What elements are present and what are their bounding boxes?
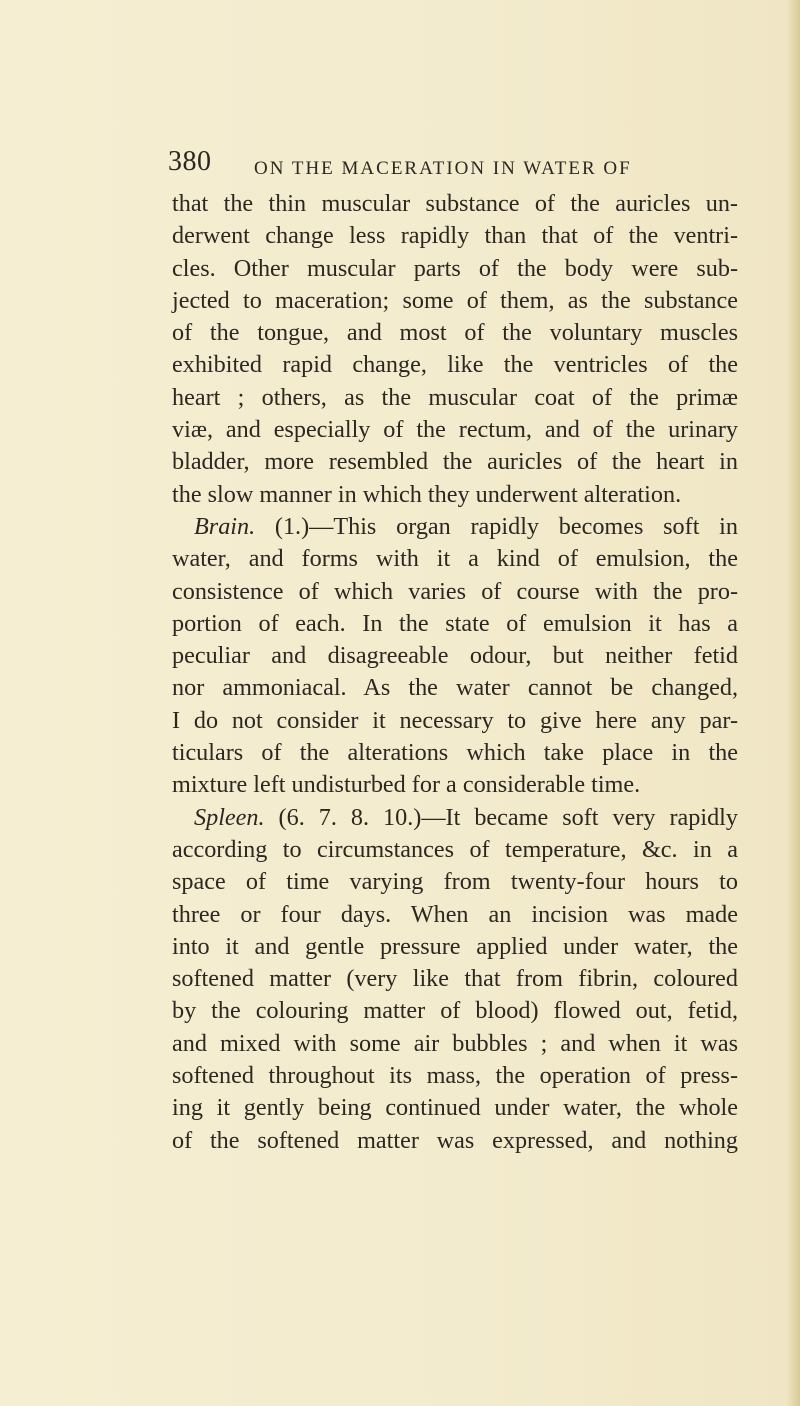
page-number: 380 <box>168 146 212 177</box>
spleen-heading: Spleen. <box>194 803 265 831</box>
text-line: viæ, and especially of the rectum, and of the urinary <box>172 416 738 444</box>
text-line: according to circumstances of temperature, &c. in a <box>172 835 738 863</box>
text-line: of the softened matter was expressed, and nothing <box>172 1126 738 1154</box>
text-run: (1.)—This organ rapidly becomes soft in <box>255 512 738 540</box>
text-line: of the tongue, and most of the voluntary muscles <box>172 319 738 347</box>
text-line: that the thin muscular substance of the auricles un- <box>172 190 738 217</box>
text-line: and mixed with some air bubbles ; and when it was <box>172 1029 738 1057</box>
text-line: portion of each. In the state of emulsion it has a <box>172 609 738 637</box>
text-line: ticulars of the alterations which take place in the <box>172 739 738 767</box>
text-line: space of time varying from twenty-four hours to <box>172 868 738 896</box>
text-line: nor ammoniacal. As the water cannot be changed, <box>172 674 738 702</box>
text-line: softened throughout its mass, the operation of press- <box>172 1062 738 1090</box>
text-line: by the colouring matter of blood) flowed out, fetid, <box>172 997 738 1025</box>
text-line: I do not consider it necessary to give here any par- <box>172 706 738 734</box>
text-line: mixture left undisturbed for a considerable time. <box>172 771 641 799</box>
text-line: jected to maceration; some of them, as the substance <box>172 286 738 314</box>
text-line: cles. Other muscular parts of the body were sub- <box>172 254 738 282</box>
text-line: water, and forms with it a kind of emulsion, the <box>172 545 738 573</box>
text-line: three or four days. When an incision was made <box>172 900 738 928</box>
text-line: into it and gentle pressure applied under water, the <box>172 932 738 960</box>
spleen-paragraph-first-line <box>172 802 738 834</box>
brain-paragraph-first-line <box>172 511 738 543</box>
body-text <box>172 188 738 1157</box>
text-line: the slow manner in which they underwent alteration. <box>172 480 682 508</box>
text-line: ing it gently being continued under water, the whole <box>172 1094 738 1122</box>
text-run: (6. 7. 8. 10.)—It became soft very rapidly <box>264 803 738 831</box>
page-edge-shadow <box>786 0 800 1406</box>
text-line: derwent change less rapidly than that of the ventri- <box>172 222 738 250</box>
brain-heading: Brain. <box>194 512 256 540</box>
text-line: bladder, more resembled the auricles of the heart in <box>172 448 738 476</box>
running-title: ON THE MACERATION IN WATER OF <box>254 158 632 179</box>
text-line: softened matter (very like that from fibrin, coloured <box>172 965 738 993</box>
text-line: heart ; others, as the muscular coat of the primæ <box>172 383 738 411</box>
text-line: exhibited rapid change, like the ventricles of the <box>172 351 738 379</box>
page-header <box>168 146 728 186</box>
text-line: consistence of which varies of course with the pro- <box>172 577 738 605</box>
text-line: peculiar and disagreeable odour, but neither fetid <box>172 642 738 670</box>
